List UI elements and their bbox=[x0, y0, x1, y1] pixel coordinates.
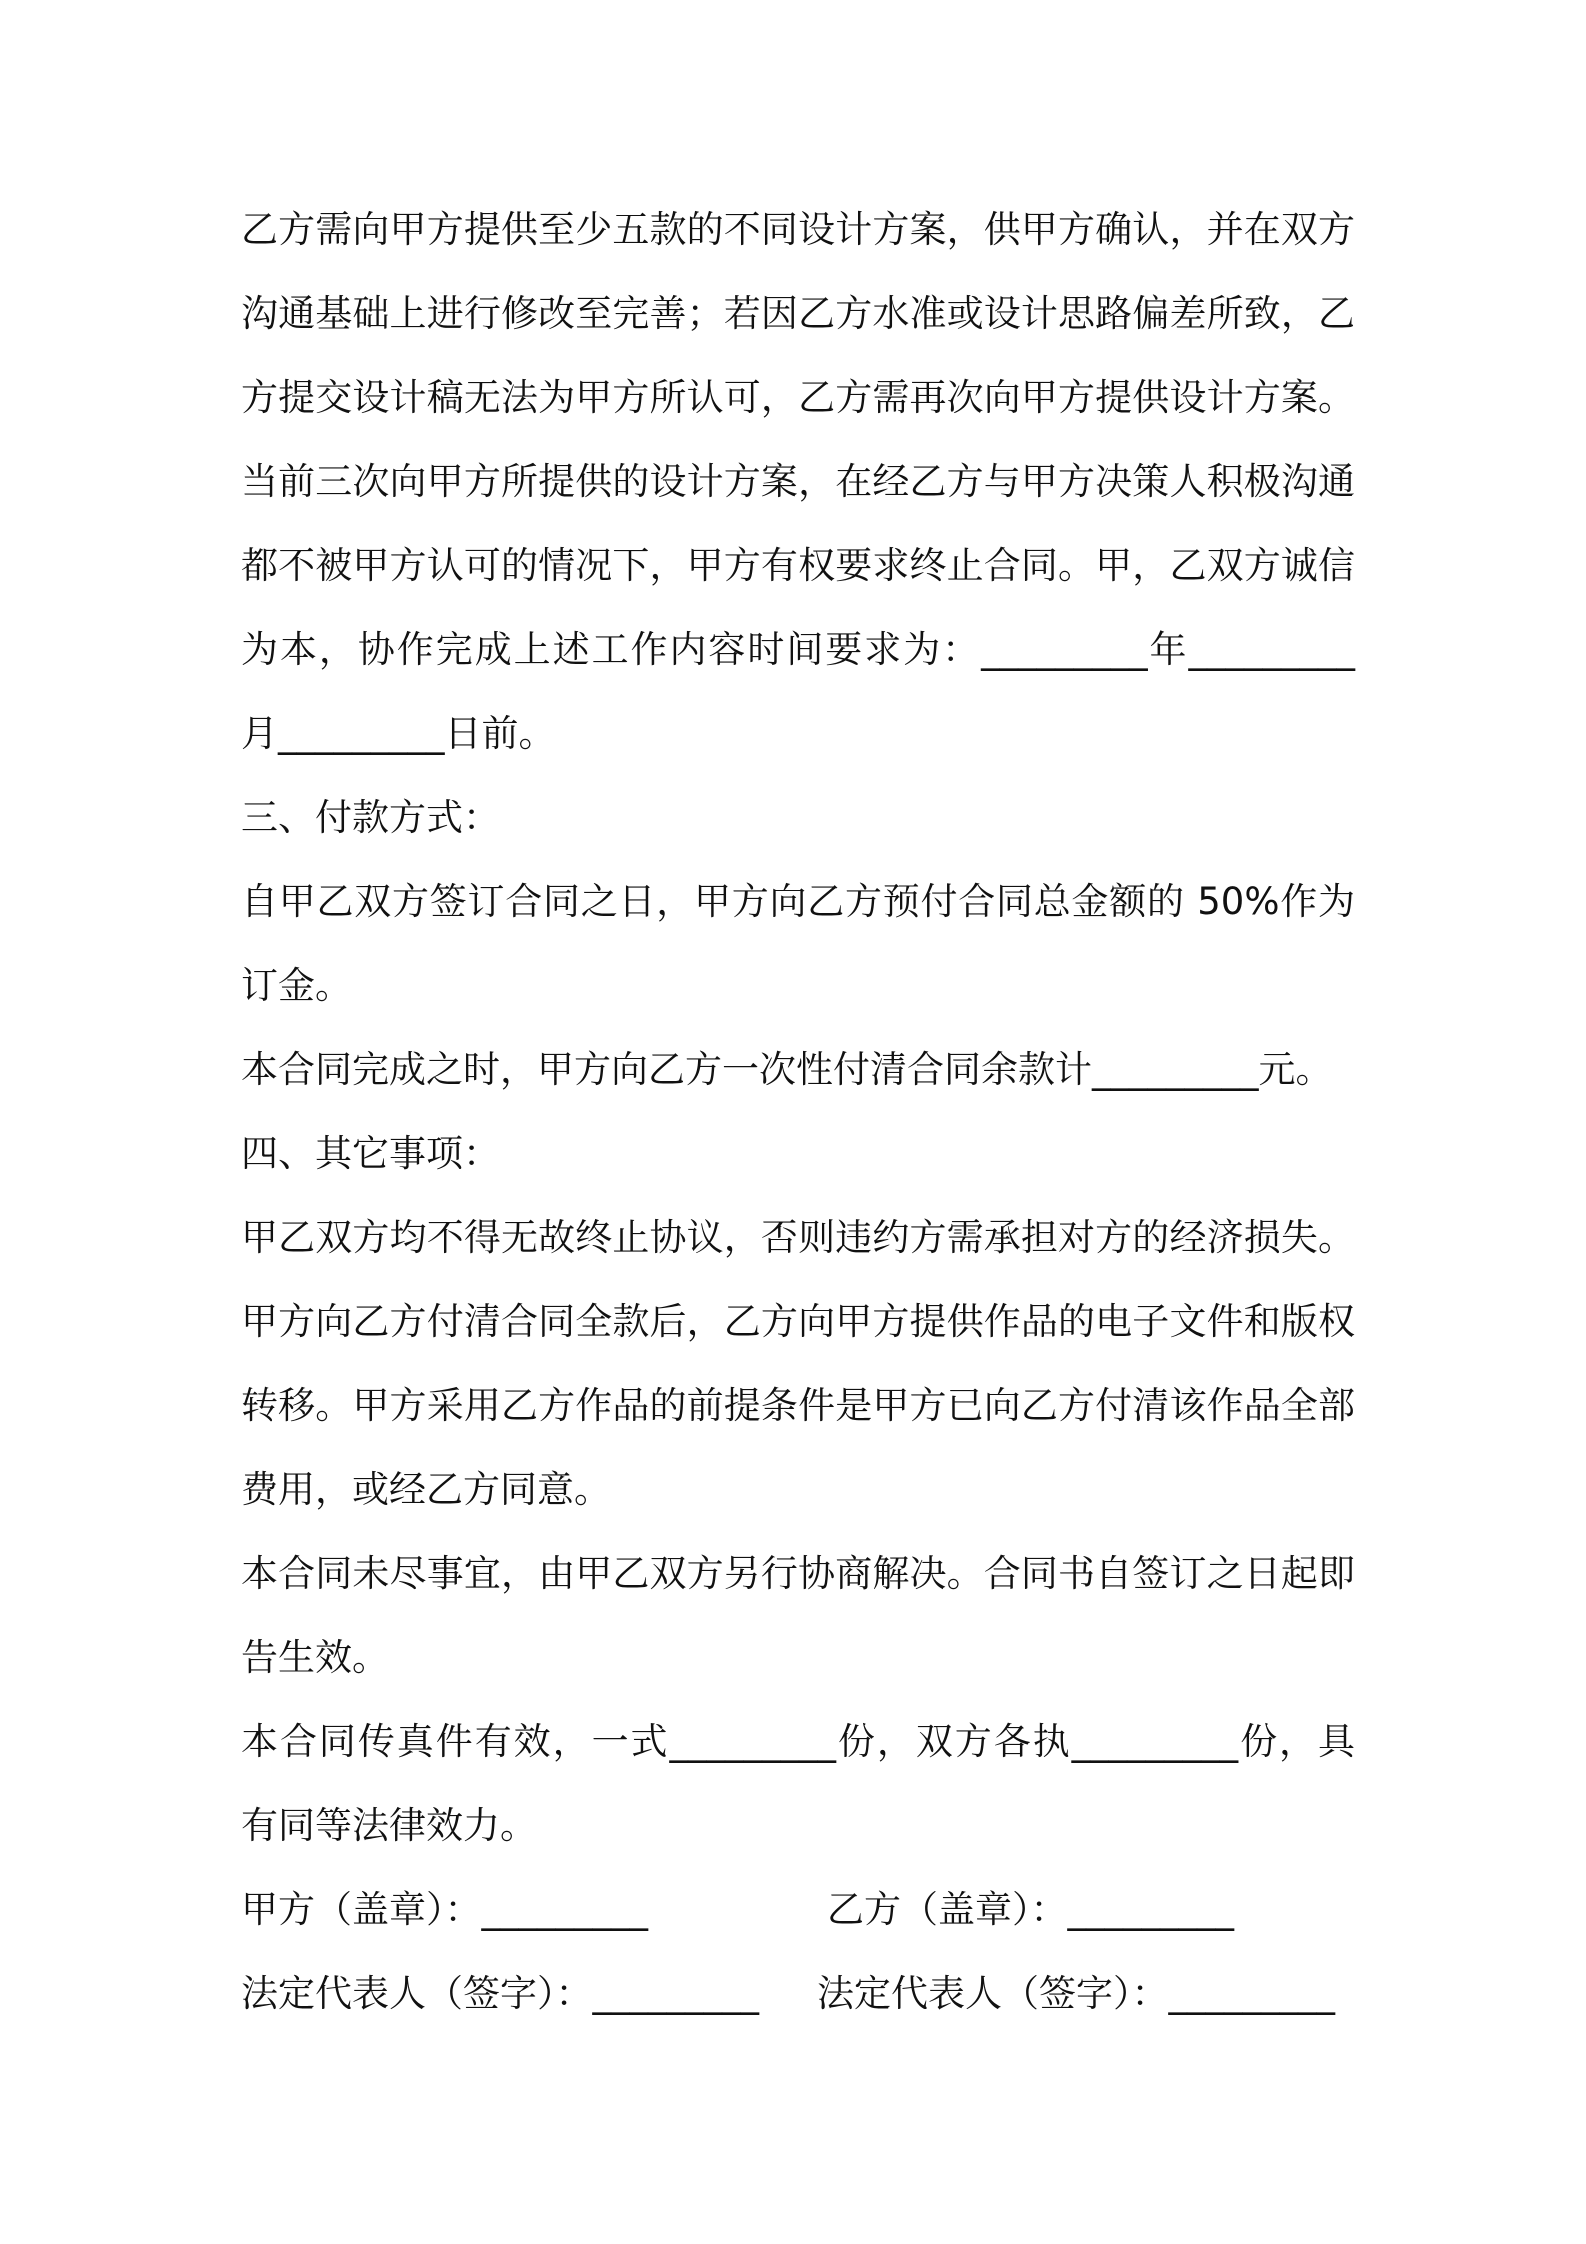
paragraph-line: 都不被甲方认可的情况下，甲方有权要求终止合同。甲，乙双方诚信 bbox=[241, 544, 1355, 587]
paragraph-line: 转移。甲方采用乙方作品的前提条件是甲方已向乙方付清该作品全部 bbox=[241, 1384, 1355, 1427]
section-heading: 四、其它事项： bbox=[241, 1132, 500, 1175]
paragraph-line: 为本，协作完成上述工作内容时间要求为：_________年_________ bbox=[241, 628, 1355, 671]
paragraph-line: 本合同传真件有效，一式_________份，双方各执_________份，具 bbox=[241, 1720, 1355, 1763]
party-a-seal-field: 甲方（盖章）：_________ bbox=[241, 1888, 648, 1931]
paragraph-line: 乙方需向甲方提供至少五款的不同设计方案，供甲方确认，并在双方 bbox=[241, 208, 1355, 251]
party-b-seal-field: 乙方（盖章）：_________ bbox=[827, 1888, 1234, 1931]
party-a-rep-field: 法定代表人（签字）：_________ bbox=[241, 1972, 759, 2015]
paragraph-line: 甲乙双方均不得无故终止协议，否则违约方需承担对方的经济损失。 bbox=[241, 1216, 1355, 1259]
paragraph-line: 甲方向乙方付清合同全款后，乙方向甲方提供作品的电子文件和版权 bbox=[241, 1300, 1355, 1343]
paragraph-line: 当前三次向甲方所提供的设计方案，在经乙方与甲方决策人积极沟通 bbox=[241, 460, 1355, 503]
section-heading: 三、付款方式： bbox=[241, 796, 500, 839]
party-b-rep-field: 法定代表人（签字）：_________ bbox=[817, 1972, 1335, 2015]
paragraph-line: 本合同未尽事宜，由甲乙双方另行协商解决。合同书自签订之日起即 bbox=[241, 1552, 1355, 1595]
paragraph-line: 订金。 bbox=[241, 964, 352, 1007]
paragraph-line: 本合同完成之时，甲方向乙方一次性付清合同余款计_________元。 bbox=[241, 1048, 1333, 1091]
paragraph-line: 有同等法律效力。 bbox=[241, 1804, 537, 1847]
representative-row bbox=[241, 1952, 1355, 2036]
paragraph-line: 月_________日前。 bbox=[241, 712, 556, 755]
paragraph-line: 方提交设计稿无法为甲方所认可，乙方需再次向甲方提供设计方案。 bbox=[241, 376, 1355, 419]
seal-row bbox=[241, 1868, 1355, 1952]
paragraph-line: 告生效。 bbox=[241, 1636, 389, 1679]
paragraph-line: 费用，或经乙方同意。 bbox=[241, 1468, 611, 1511]
contract-page bbox=[241, 188, 1355, 2036]
paragraph-line: 沟通基础上进行修改至完善；若因乙方水准或设计思路偏差所致，乙 bbox=[241, 292, 1355, 335]
paragraph-line: 自甲乙双方签订合同之日，甲方向乙方预付合同总金额的 50%作为 bbox=[241, 880, 1355, 923]
